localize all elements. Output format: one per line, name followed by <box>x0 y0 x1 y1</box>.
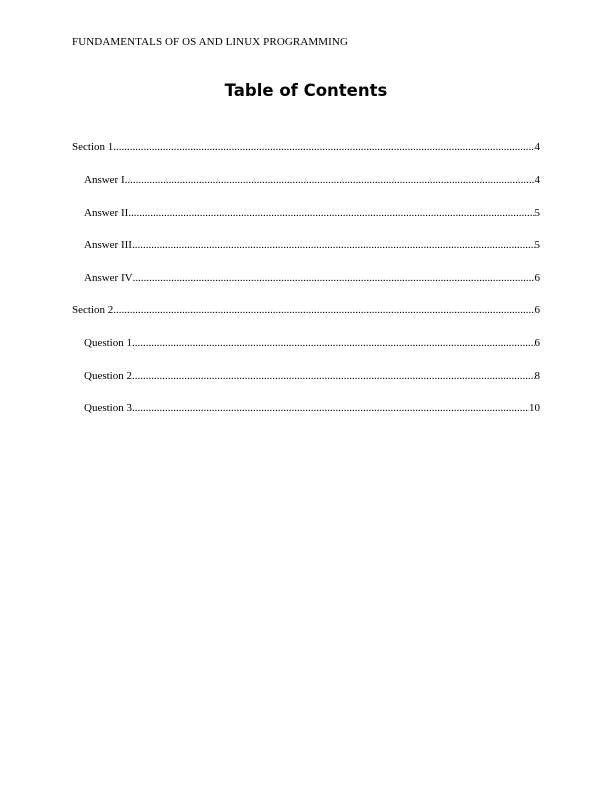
toc-dot-leader <box>133 270 535 286</box>
toc-dot-leader <box>125 172 535 188</box>
toc-entry-page: 5 <box>534 239 540 251</box>
toc-entry-answer-4[interactable] <box>72 270 540 286</box>
toc-entry-label: Answer III <box>84 239 132 251</box>
toc-entry-page: 6 <box>534 272 540 284</box>
toc-entry-answer-2[interactable] <box>72 205 540 221</box>
toc-entry-page: 5 <box>534 207 540 219</box>
toc-title: Table of Contents <box>224 81 388 100</box>
toc-dot-leader <box>128 205 534 221</box>
toc-entry-question-1[interactable] <box>72 335 540 351</box>
toc-dot-leader <box>132 237 535 253</box>
toc-entry-label: Question 1 <box>84 337 132 349</box>
toc-entry-label: Question 2 <box>84 370 132 382</box>
toc-entry-question-3[interactable] <box>72 400 540 416</box>
toc-entry-page: 6 <box>534 337 540 349</box>
toc-dot-leader <box>113 302 534 318</box>
toc-entry-section-1[interactable] <box>72 139 540 155</box>
toc-dot-leader <box>113 139 534 155</box>
toc-entry-label: Answer IV <box>84 272 133 284</box>
toc-entry-section-2[interactable] <box>72 302 540 318</box>
toc-entry-label: Question 3 <box>84 402 132 414</box>
toc-entry-page: 6 <box>534 304 540 316</box>
toc-entry-question-2[interactable] <box>72 368 540 384</box>
toc-entry-label: Answer I <box>84 174 125 186</box>
toc-entry-page: 10 <box>529 402 540 414</box>
toc-dot-leader <box>132 368 535 384</box>
toc-dot-leader <box>132 335 535 351</box>
toc-entry-page: 8 <box>534 370 540 382</box>
running-header: FUNDAMENTALS OF OS AND LINUX PROGRAMMING <box>72 36 349 48</box>
toc-entry-label: Section 1 <box>72 141 114 153</box>
toc-entry-page: 4 <box>534 174 540 186</box>
toc-entry-label: Answer II <box>84 207 129 219</box>
toc-entry-page: 4 <box>534 141 540 153</box>
toc-dot-leader <box>132 400 529 416</box>
toc-entry-answer-3[interactable] <box>72 237 540 253</box>
toc-entry-label: Section 2 <box>72 304 114 316</box>
toc-entry-answer-1[interactable] <box>72 172 540 188</box>
